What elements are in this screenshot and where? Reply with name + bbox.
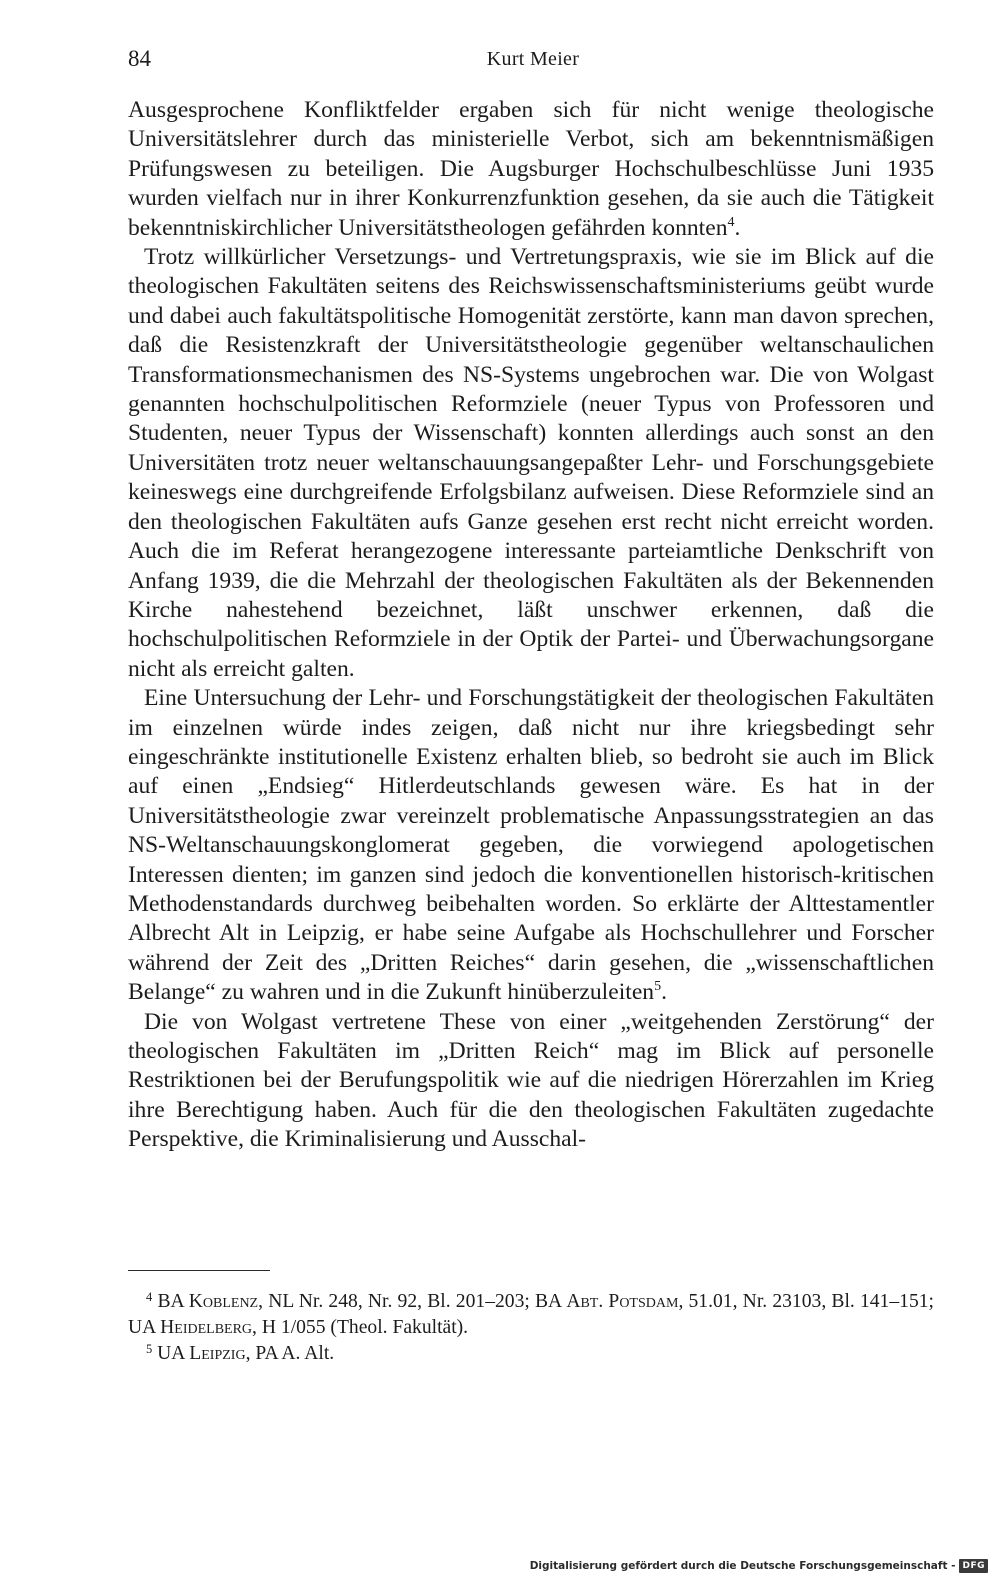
paragraph-tail: .: [661, 979, 667, 1006]
archive-name: Koblenz: [188, 1291, 259, 1312]
running-title: Kurt Meier: [486, 48, 580, 70]
paragraph-text: Eine Untersuchung der Lehr- und Forschungstätigkeit der theologischen Fakultäten im einzelnen würde indes zeigen, daß nicht nur ihre kriegsbedingt sehr eingeschränkte institutionelle Existenz erhalten blieb, so bedroht sie auch im Blick auf einen „Endsieg“ Hitlerdeutschlands gewesen wäre. Es hat in der Universitätstheologie zwar vereinzelt problematische Anpassungsstrategien an das NS-Weltanschauungskonglomerat gegeben, die vorwiegend apologetischen Interessen dienten; im ganzen sind jedoch die konventionellen historisch-kritischen Methodenstandards durchweg beibehalten worden. So erklärte der Alttestamentler Albrecht Alt in Leipzig, er habe seine Aufgabe als Hochschullehrer und Forscher während der Zeit des „Dritten Reiches“ darin gesehen, die „wissenschaftlichen Belange“ zu wahren und in die Zukunft hinüberzuleiten: [128, 685, 934, 1006]
footnote-part: UA: [157, 1343, 190, 1364]
footnote-part: , H 1/055 (Theol. Fakultät).: [252, 1317, 469, 1338]
archive-name: Heidelberg: [160, 1317, 253, 1338]
footnote-ref-5[interactable]: 5: [654, 979, 662, 995]
digitization-footer: [530, 1557, 988, 1575]
footnote-separator: [128, 1270, 270, 1271]
paragraph-4: Die von Wolgast vertretene These von einer „weitgehenden Zerstörung“ der theologischen Fakultäten im „Dritten Reich“ mag im Blick auf personelle Restriktionen bei der Berufungspolitik wie auf die niedrigen Hörerzahlen im Krieg ihre Berechtigung haben. Auch für die den theologischen Fakultäten zugedachte Perspektive, die Kriminalisierung und Ausschal-: [128, 1008, 934, 1153]
footnote-part: BA: [157, 1291, 189, 1312]
footnote-part: , PA A. Alt.: [245, 1343, 335, 1364]
archive-name: Leipzig: [189, 1343, 246, 1364]
footnote-4: [128, 1289, 934, 1341]
page-number: 84: [128, 46, 151, 71]
paragraph-3: [128, 684, 934, 1007]
footnotes: [128, 1289, 934, 1367]
footnote-ref-4[interactable]: 4: [727, 214, 735, 230]
footnote-part: , 51.01, Nr. 23103, Bl. 141–151; UA: [128, 1291, 934, 1338]
dfg-logo-icon: DFG: [959, 1559, 988, 1573]
footnote-text: [128, 1291, 934, 1338]
running-head: [128, 46, 938, 76]
archive-name: Abt. Potsdam: [566, 1291, 679, 1312]
footnote-number: 5: [146, 1342, 153, 1356]
footnote-5: [128, 1341, 934, 1367]
footnote-part: , NL Nr. 248, Nr. 92, Bl. 201–203; BA: [258, 1291, 567, 1312]
paragraph-text: Ausgesprochene Konfliktfelder ergaben sich für nicht wenige theologische Universitätslehrer durch das ministerielle Verbot, sich am bekenntnismäßigen Prüfungswesen zu beteiligen. Die Augsburger Hochschulbeschlüsse Juni 1935 wurden vielfach nur in ihrer Konkurrenzfunktion gesehen, da sie auch die Tätigkeit bekenntniskirchlicher Universitätstheologen gefährden konnten: [128, 97, 934, 241]
paragraph-2: Trotz willkürlicher Versetzungs- und Vertretungspraxis, wie sie im Blick auf die theologischen Fakultäten seitens des Reichswissenschaftsministeriums geübt wurde und dabei auch fakultätspolitische Homogenität zerstörte, kann man davon sprechen, daß die Resistenzkraft der Universitätstheologie gegenüber weltanschaulichen Transformationsmechanismen des NS-Systems ungebrochen war. Die von Wolgast genannten hochschulpolitischen Reformziele (neuer Typus von Professoren und Studenten, neuer Typus der Wissenschaft) konnten allerdings auch sonst an den Universitäten trotz neuer weltanschauungsangepaßter Lehr- und Forschungsgebiete keineswegs eine durchgreifende Erfolgsbilanz aufweisen. Diese Reformziele sind an den theologischen Fakultäten aufs Ganze gesehen erst recht nicht erreicht worden. Auch die im Referat herangezogene interessante parteiamtliche Denkschrift von Anfang 1939, die die Mehrzahl der theologischen Fakultäten als der Bekennenden Kirche nahestehend bezeichnet, läßt unschwer erkennen, daß die hochschulpolitischen Reformziele in der Optik der Partei- und Überwachungsorgane nicht als erreicht galten.: [128, 244, 934, 682]
body-text: [128, 96, 934, 1155]
paragraph-tail: .: [734, 214, 741, 241]
footnote-text: [157, 1343, 334, 1364]
digitization-note: Digitalisierung gefördert durch die Deutsche Forschungsgemeinschaft -: [529, 1560, 956, 1572]
paragraph-1: [128, 96, 934, 243]
footnote-number: 4: [146, 1290, 153, 1304]
